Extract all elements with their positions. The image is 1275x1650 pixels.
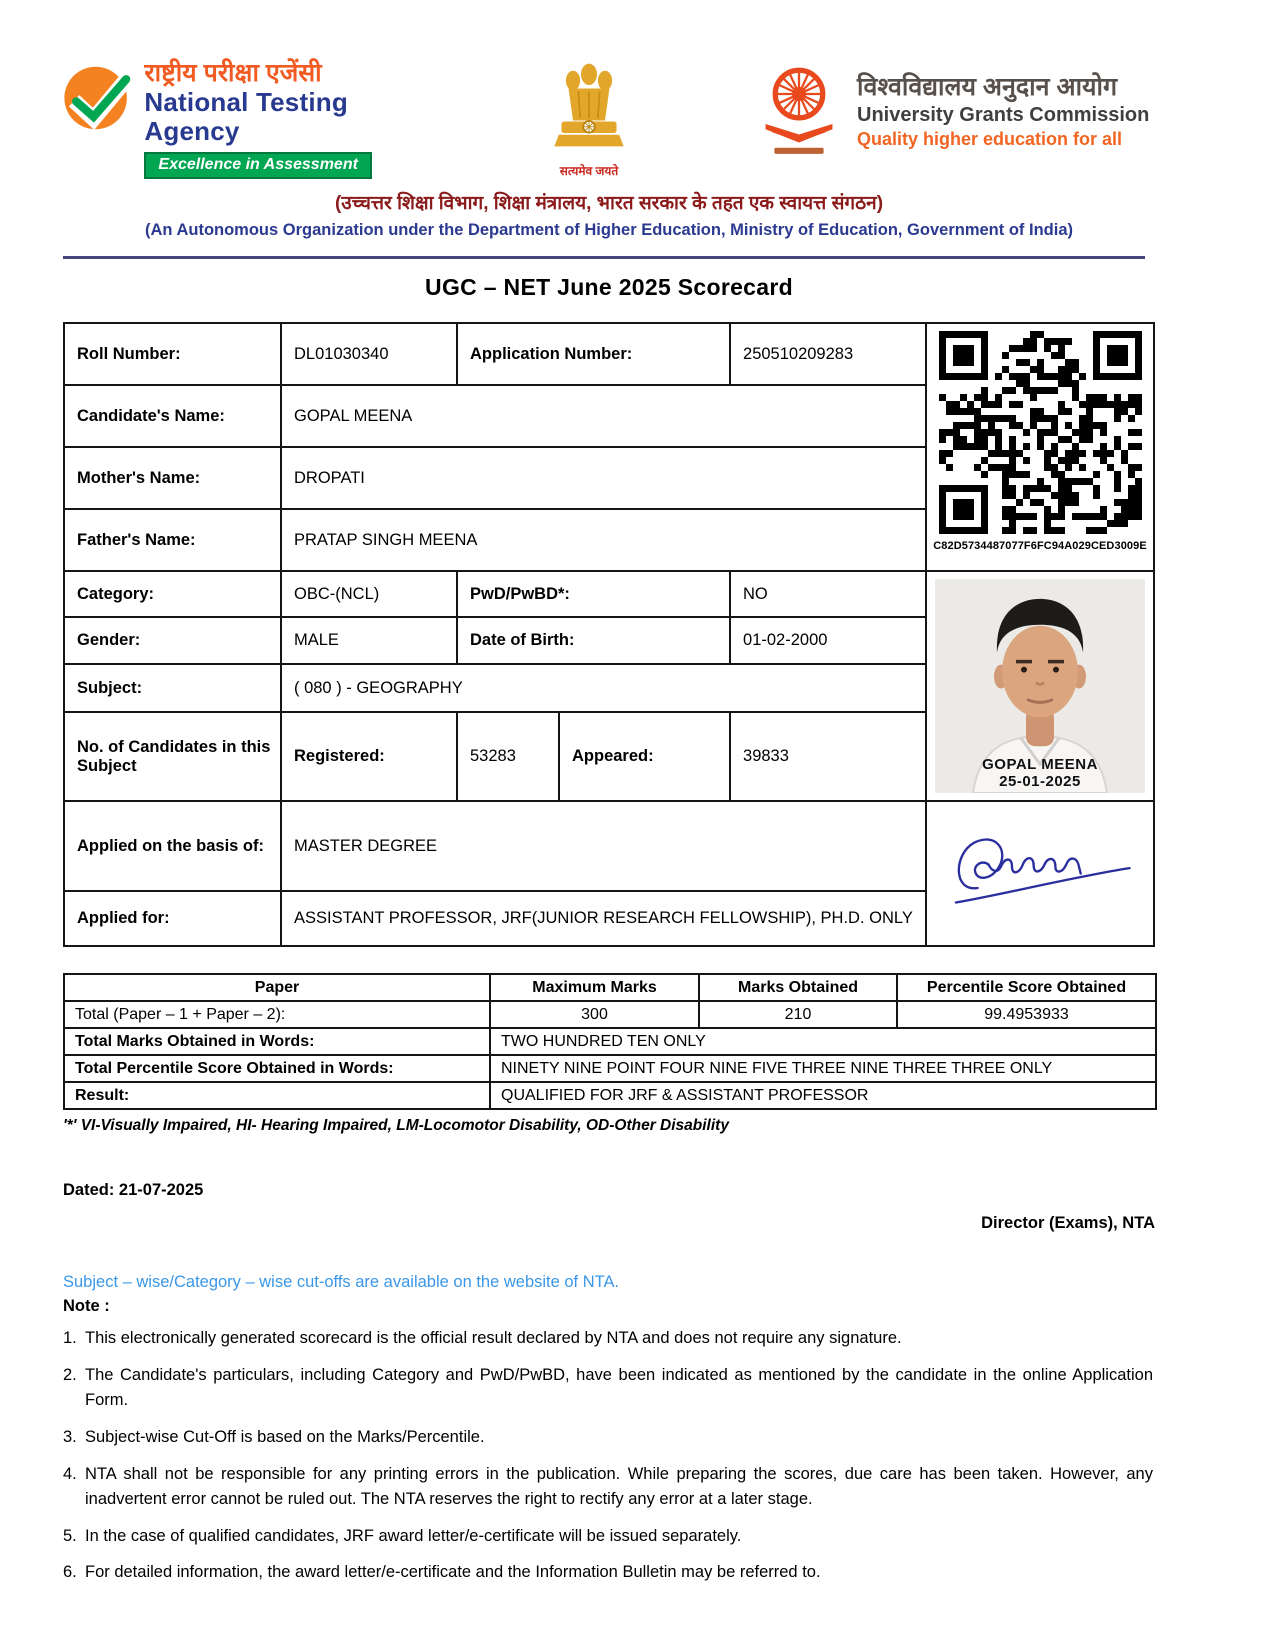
candidates-count-label: No. of Candidates in this Subject — [64, 712, 281, 801]
mother-name-value: DROPATI — [281, 447, 926, 509]
candidate-info-section — [63, 322, 1155, 947]
ugc-logo — [755, 60, 1155, 158]
emblem-motto: सत्यमेव जयते — [559, 164, 619, 178]
national-emblem — [534, 60, 644, 179]
header — [63, 60, 1155, 179]
applied-basis-label: Applied on the basis of: — [64, 801, 281, 891]
ugc-tagline: Quality higher education for all — [857, 128, 1123, 149]
application-number-label: Application Number: — [457, 323, 730, 385]
applied-for-label: Applied for: — [64, 891, 281, 946]
score-total-row — [64, 1001, 1156, 1028]
roll-number-label: Roll Number: — [64, 323, 281, 385]
photo-date: 25-01-2025 — [999, 772, 1081, 790]
percentile-in-words-value: NINETY NINE POINT FOUR NINE FIVE THREE NINE THREE THREE ONLY — [490, 1055, 1156, 1082]
table-row — [64, 712, 926, 801]
org-line-english: (An Autonomous Organization under the Department of Higher Education, Ministry of Education, Government of India) — [145, 221, 1073, 240]
gender-value: MALE — [281, 617, 457, 664]
list-item — [63, 1425, 1155, 1451]
gender-label: Gender: — [64, 617, 281, 664]
page-title: UGC – NET June 2025 Scorecard — [425, 274, 793, 301]
marks-in-words-value: TWO HUNDRED TEN ONLY — [490, 1028, 1156, 1055]
appeared-value: 39833 — [730, 712, 926, 801]
table-row — [64, 509, 926, 571]
score-header-row — [64, 974, 1156, 1001]
photo-caption — [935, 757, 1145, 790]
note-number: 2. — [63, 1365, 77, 1384]
scorecard-content — [63, 0, 1155, 1586]
registered-label: Registered: — [281, 712, 457, 801]
photo-name: GOPAL MEENA — [982, 756, 1098, 774]
table-row — [64, 571, 926, 617]
table-row — [64, 891, 926, 946]
score-max-marks-value: 300 — [490, 1001, 699, 1028]
candidate-name-label: Candidate's Name: — [64, 385, 281, 447]
percentile-in-words-row — [64, 1055, 1156, 1082]
marks-in-words-row — [64, 1028, 1156, 1055]
list-item — [63, 1462, 1155, 1513]
table-row — [64, 801, 926, 891]
note-text: Subject-wise Cut-Off is based on the Marks/Percentile. — [85, 1427, 485, 1446]
disability-footnote: '*' VI-Visually Impaired, HI- Hearing Impaired, LM-Locomotor Disability, OD-Other Disability — [63, 1117, 729, 1135]
ugc-logo-text — [857, 60, 1149, 150]
note-number: 4. — [63, 1464, 77, 1483]
nta-hindi-name: राष्ट्रीय परीक्षा एजेंसी — [144, 59, 322, 87]
identity-column — [925, 322, 1155, 947]
nta-logo-text — [144, 60, 423, 179]
table-row — [64, 617, 926, 664]
header-divider — [63, 256, 1145, 259]
ugc-hindi-name: विश्वविद्यालय अनुदान आयोग — [857, 73, 1118, 101]
applied-for-value: ASSISTANT PROFESSOR, JRF(JUNIOR RESEARCH FELLOWSHIP), PH.D. ONLY — [281, 891, 926, 946]
note-text: The Candidate's particulars, including Category and PwD/PwBD, have been indicated as mentioned by the candidate in the online Application Form. — [85, 1365, 1153, 1410]
marks-in-words-label: Total Marks Obtained in Words: — [64, 1028, 490, 1055]
applied-basis-value: MASTER DEGREE — [281, 801, 926, 891]
qr-section — [927, 324, 1153, 572]
subject-value: ( 080 ) - GEOGRAPHY — [281, 664, 926, 712]
score-total-label: Total (Paper – 1 + Paper – 2): — [64, 1001, 490, 1028]
signature-image — [936, 824, 1144, 924]
category-label: Category: — [64, 571, 281, 617]
note-text: NTA shall not be responsible for any printing errors in the publication. While preparing the scores, due care has been taken. However, any inadvertent error cannot be ruled out. The NTA reserves the right to rectify any error at a later stage. — [85, 1464, 1153, 1509]
pwd-value: NO — [730, 571, 926, 617]
list-item — [63, 1560, 1155, 1586]
photo-section — [927, 572, 1153, 802]
note-heading: Note : — [63, 1297, 110, 1316]
score-percentile-value: 99.4953933 — [897, 1001, 1156, 1028]
score-header-percentile: Percentile Score Obtained — [897, 974, 1156, 1001]
qr-hash-text: C82D5734487077F6FC94A029CED3009E — [933, 540, 1147, 553]
roll-number-value: DL01030340 — [281, 323, 457, 385]
mother-name-label: Mother's Name: — [64, 447, 281, 509]
note-number: 6. — [63, 1563, 77, 1582]
candidate-photo — [935, 579, 1145, 793]
result-label: Result: — [64, 1082, 490, 1109]
table-row — [64, 323, 926, 385]
list-item — [63, 1326, 1155, 1352]
registered-value: 53283 — [457, 712, 559, 801]
score-table — [63, 973, 1157, 1110]
note-text: For detailed information, the award letter/e-certificate and the Information Bulletin may be referred to. — [85, 1563, 821, 1582]
result-row — [64, 1082, 1156, 1109]
list-item — [63, 1524, 1155, 1550]
score-header-max-marks: Maximum Marks — [490, 974, 699, 1001]
table-row — [64, 664, 926, 712]
father-name-label: Father's Name: — [64, 509, 281, 571]
cutoff-info-link[interactable]: Subject – wise/Category – wise cut-offs are available on the website of NTA. — [63, 1273, 620, 1292]
dob-label: Date of Birth: — [457, 617, 730, 664]
candidate-name-value: GOPAL MEENA — [281, 385, 926, 447]
nta-logo — [63, 60, 423, 179]
application-number-value: 250510209283 — [730, 323, 926, 385]
list-item — [63, 1363, 1155, 1414]
notes-list — [63, 1326, 1155, 1586]
signature-section — [927, 802, 1153, 945]
qr-code-image — [939, 331, 1142, 534]
note-number: 1. — [63, 1329, 77, 1348]
table-row — [64, 447, 926, 509]
candidate-info-table — [63, 322, 927, 947]
note-text: In the case of qualified candidates, JRF award letter/e-certificate will be issued separately. — [85, 1526, 742, 1545]
dob-value: 01-02-2000 — [730, 617, 926, 664]
nta-tagline-banner: Excellence in Assessment — [144, 152, 372, 179]
result-value: QUALIFIED FOR JRF & ASSISTANT PROFESSOR — [490, 1082, 1156, 1109]
category-value: OBC-(NCL) — [281, 571, 457, 617]
ugc-logo-icon — [755, 60, 843, 158]
appeared-label: Appeared: — [559, 712, 730, 801]
note-number: 3. — [63, 1427, 77, 1446]
signatory-line: Director (Exams), NTA — [981, 1214, 1155, 1233]
father-name-value: PRATAP SINGH MEENA — [281, 509, 926, 571]
nta-logo-icon — [63, 60, 132, 136]
note-number: 5. — [63, 1526, 77, 1545]
ugc-english-name: University Grants Commission — [857, 103, 1150, 126]
note-text: This electronically generated scorecard is the official result declared by NTA and does not require any signature. — [85, 1329, 902, 1348]
ashoka-emblem-icon — [549, 62, 629, 156]
subject-label: Subject: — [64, 664, 281, 712]
score-marks-obtained-value: 210 — [699, 1001, 897, 1028]
dated-line: Dated: 21-07-2025 — [63, 1181, 204, 1200]
score-header-paper: Paper — [64, 974, 490, 1001]
pwd-label: PwD/PwBD*: — [457, 571, 730, 617]
percentile-in-words-label: Total Percentile Score Obtained in Words: — [64, 1055, 490, 1082]
org-line-hindi: (उच्चत्तर शिक्षा विभाग, शिक्षा मंत्रालय, भारत सरकार के तहत एक स्वायत्त संगठन) — [334, 193, 884, 215]
table-row — [64, 385, 926, 447]
nta-english-name: National Testing Agency — [144, 86, 348, 147]
score-header-marks-obtained: Marks Obtained — [699, 974, 897, 1001]
